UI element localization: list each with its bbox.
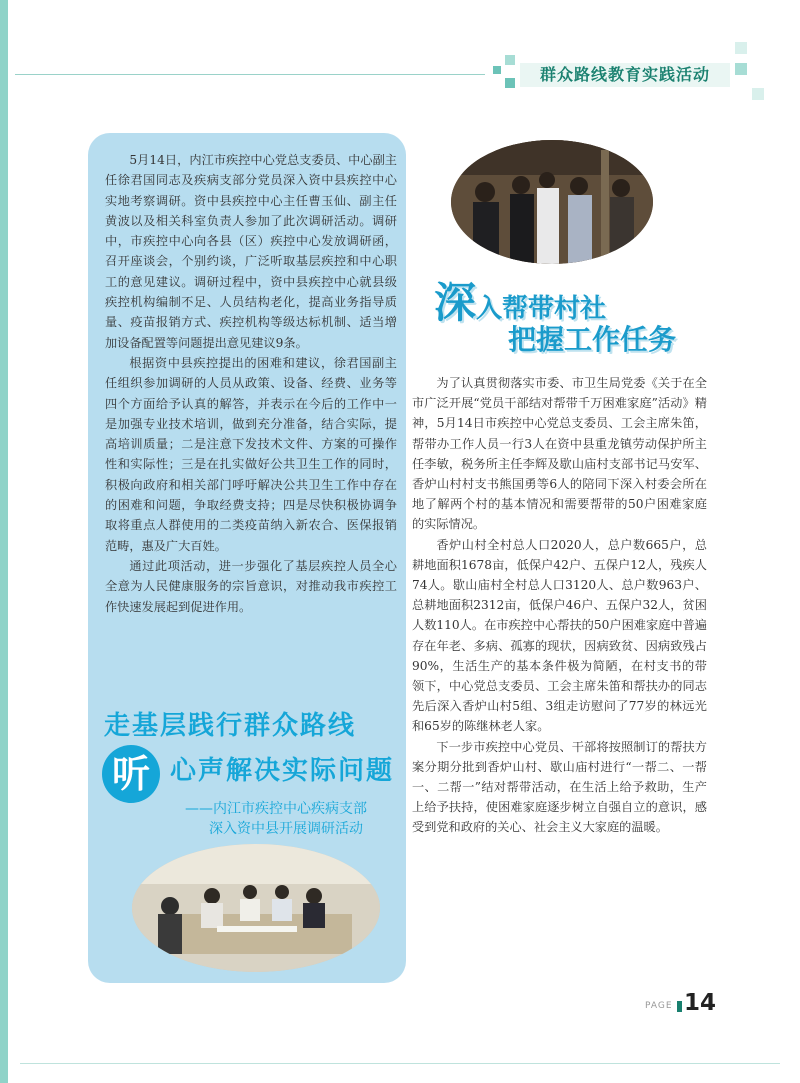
header-square — [505, 55, 515, 65]
village-visit-photo — [451, 140, 653, 264]
left-headline-line2: 心声解决实际问题 — [170, 756, 395, 786]
left-article-body — [105, 150, 397, 617]
page-number: 14 — [684, 990, 717, 1016]
header-rule — [15, 74, 485, 75]
section-title: 群众路线教育实践活动 — [520, 63, 730, 87]
left-byline-2: 深入资中县开展调研活动 — [209, 821, 363, 837]
left-paragraph: 根据资中县疾控提出的困难和建议，徐君国副主任组织参加调研的人员从政策、设备、经费、业务等四个方面给予认真的解答，并表示在今后的工作中一是加强专业技术培训，做到充分准备，结合实际，提高培训质量；二是注意下发技术文件、方案的可操作性和实际性；三是在扎实做好公共卫生工作的同时，积极向政府和相关部门呼吁解决公共卫生工作中存在的困难和问题，争取经费支持；四是尽快积极协调争取将重点人群使用的二类疫苗纳入新农合、医保报销范畴，惠及广大百姓。 — [105, 355, 397, 553]
page-label: PAGE — [645, 1001, 673, 1011]
left-headline-line1: 走基层践行群众路线 — [104, 711, 357, 741]
header-square — [505, 78, 515, 88]
right-headline-line2: 把握工作任务 — [508, 323, 677, 356]
right-headline-first-char: 深 — [434, 278, 477, 327]
footer-rule — [20, 1063, 780, 1064]
meeting-photo-illustration — [132, 844, 380, 972]
village-photo-illustration — [451, 140, 653, 264]
right-headline-line1-rest: 入帮带村社 — [476, 294, 607, 324]
right-paragraph: 为了认真贯彻落实市委、市卫生局党委《关于在全市广泛开展“党员干部结对帮带千万困难家庭”活动》精神，5月14日市疾控中心党总支委员、工会主席朱笛，帮带办工作人员一行3人在资中县重龙镇劳动保护所主任李敏，税务所主任李辉及歇山庙村支部书记马安军、香炉山村村支书熊国勇等6人的陪同下深入村委会所在地了解两个村的基本情况和需要帮带的50户困难家庭的实际情况。 — [412, 376, 707, 532]
left-decorative-bar — [0, 0, 8, 1083]
right-paragraph: 下一步市疾控中心党员、干部将按照制订的帮扶方案分期分批到香炉山村、歇山庙村进行“一帮二、一帮一、二帮一”结对帮带活动，在生活上给予救助，生产上给予扶持，使困难家庭逐步树立自强自立的意识，感受到党和政府的关心、社会主义大家庭的温暖。 — [412, 739, 707, 835]
right-article-body — [412, 373, 707, 838]
header-square — [735, 63, 747, 75]
meeting-photo — [132, 844, 380, 972]
header-square — [752, 88, 764, 100]
header-square — [735, 42, 747, 54]
header-square — [493, 66, 501, 74]
ting-circle-badge: 听 — [102, 745, 160, 803]
page-marker — [677, 1001, 682, 1012]
right-paragraph: 香炉山村全村总人口2020人，总户数665户，总耕地面积1678亩，低保户42户、五保户12人，残疾人74人。歇山庙村全村总人口3120人、总户数963户、总耕地面积2312亩，低保户46户、五保户32人，贫困人数110人。在市疾控中心帮扶的50户困难家庭中普遍存在年老、多病、孤寡的现状，因病致贫、因病致残占90%，生活生产的基本条件极为简陋，在村支书的带领下，中心党总支委员、工会主席朱笛和帮扶办的同志先后深入香炉山村5组、3组走访慰问了77岁的林远光和65岁的陈继林老人家。 — [412, 537, 707, 734]
left-paragraph: 5月14日，内江市疾控中心党总支委员、中心副主任徐君国同志及疾病支部分党员深入资中县疾控中心实地考察调研。资中县疾控中心主任曹玉仙、副主任黄波以及相关科室负责人参加了此次调研活动。调研中，市疾控中心向各县（区）疾控中心发放调研函，召开座谈会，个别约谈，广泛听取基层疾控和中心职工的意见建议。调研过程中，资中县疾控中心就县级疾控机构编制不足、人员结构老化，提高业务指导质量、疫苗报销方式、疾控机构等级达标机制、适当增加设备配置等问题提出意见建议9条。 — [105, 153, 397, 350]
left-byline-1: ——内江市疾控中心疾病支部 — [185, 801, 367, 817]
left-paragraph: 通过此项活动，进一步强化了基层疾控人员全心全意为人民健康服务的宗旨意识，对推动我市疾控工作快速发展起到促进作用。 — [105, 558, 397, 614]
